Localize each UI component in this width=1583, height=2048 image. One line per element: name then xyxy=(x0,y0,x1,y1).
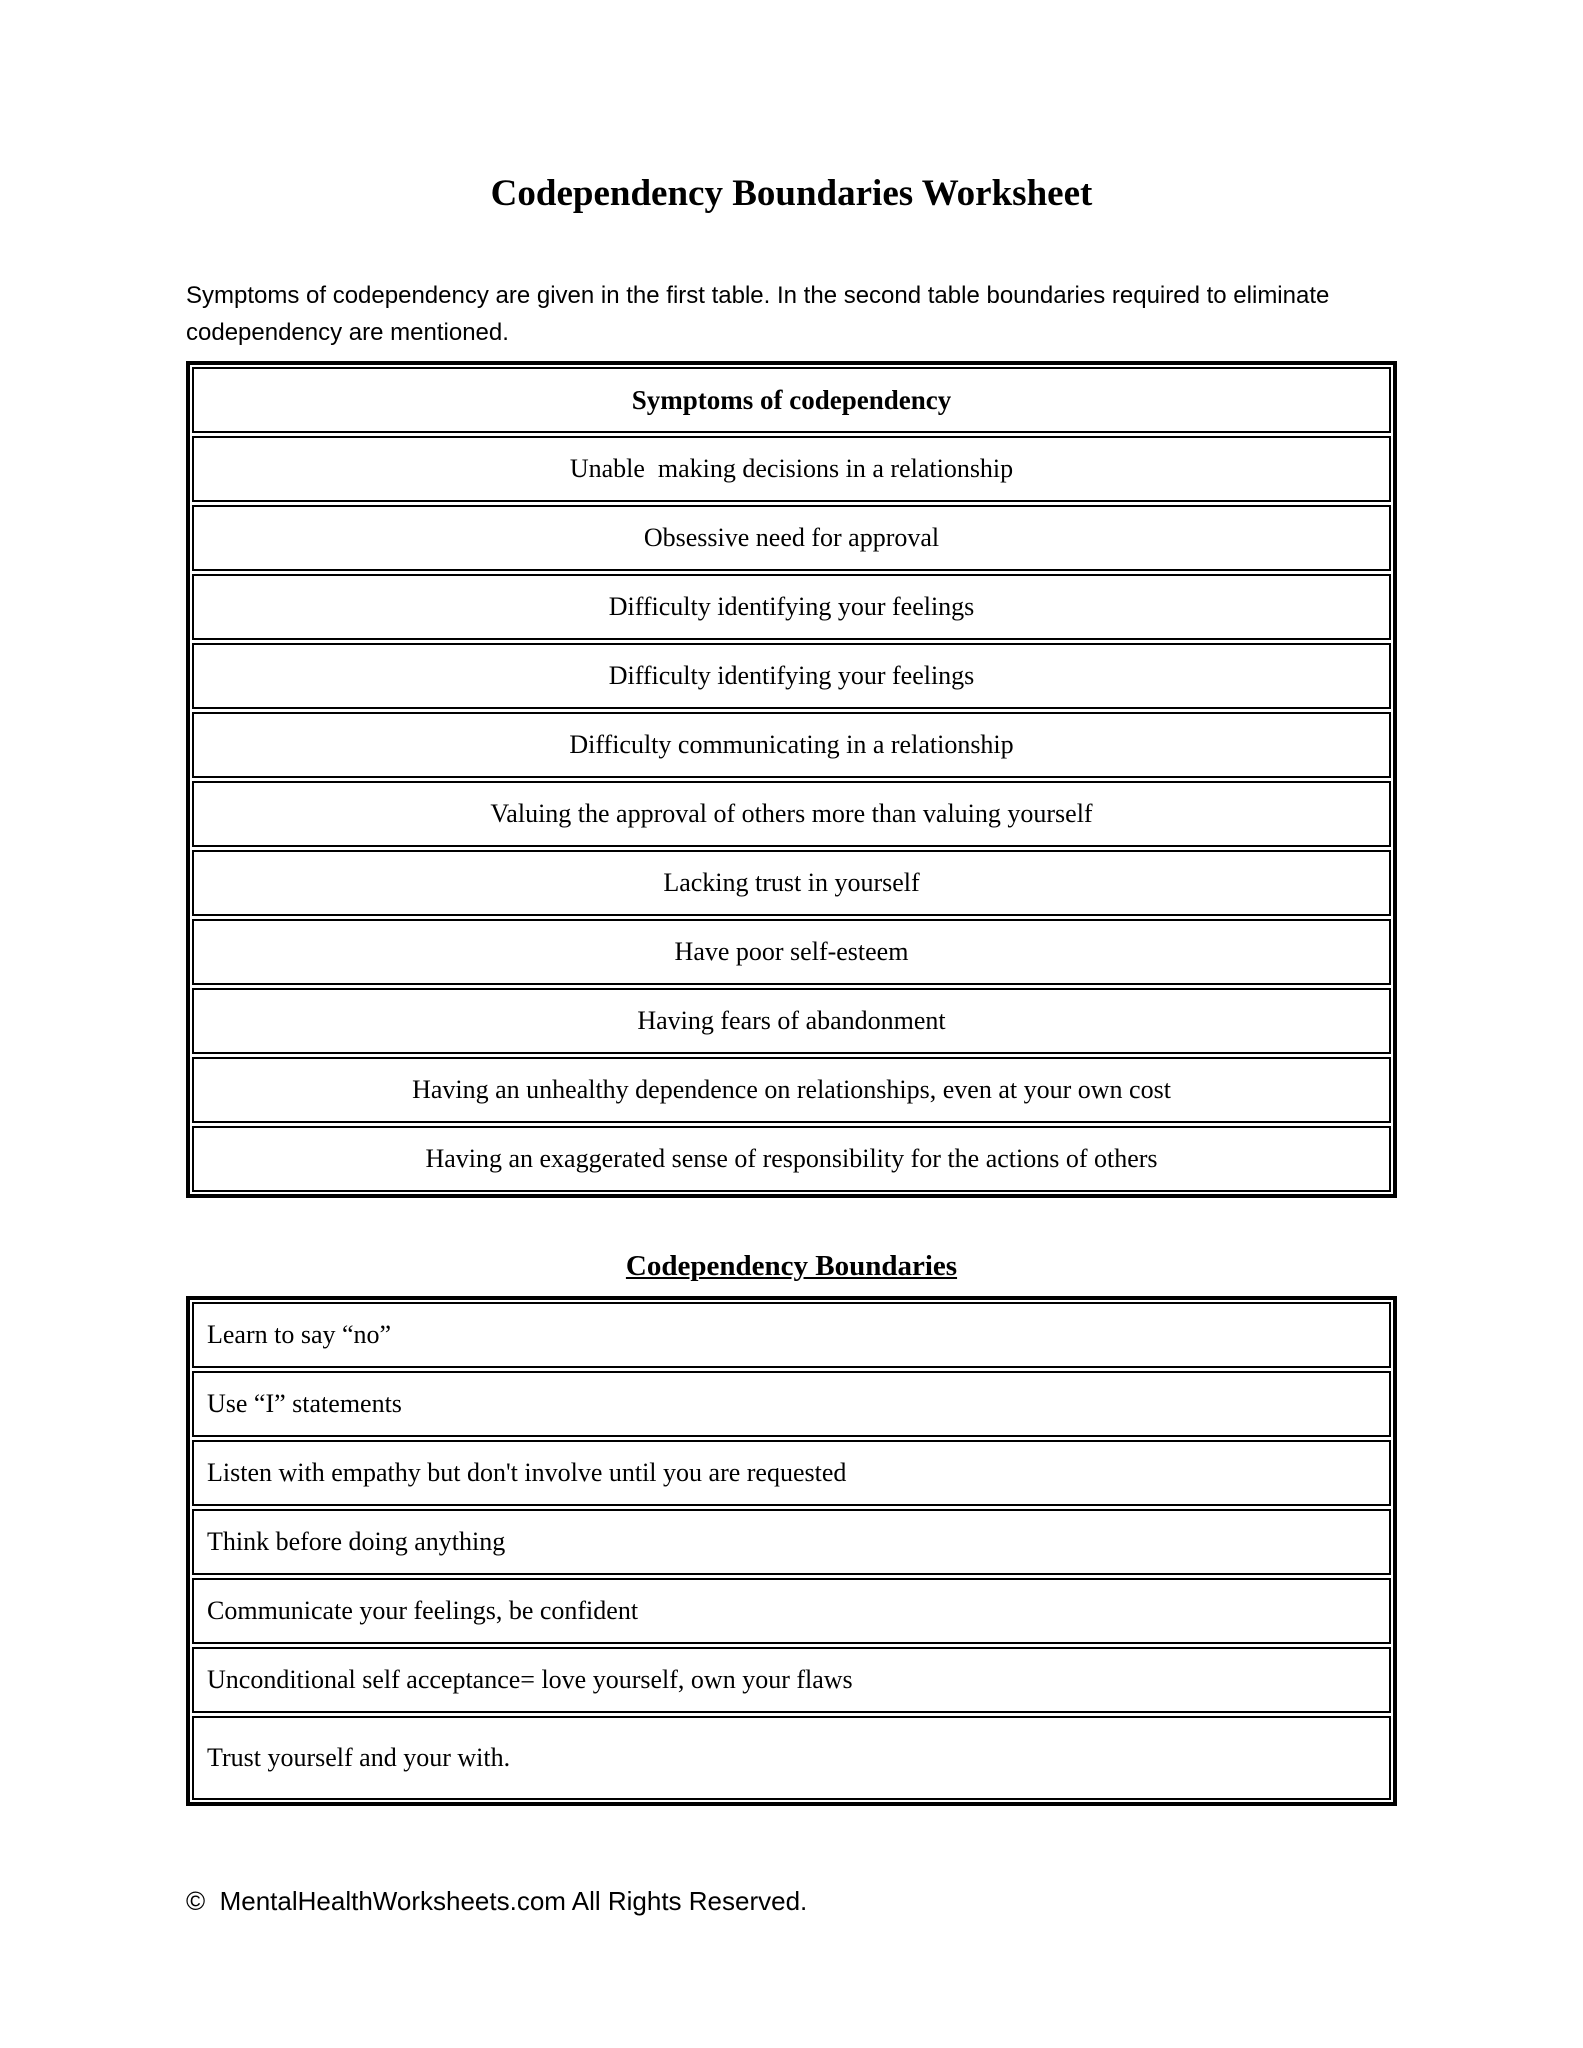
boundary-row: Listen with empathy but don't involve until you are requested xyxy=(192,1440,1391,1506)
symptom-row: Obsessive need for approval xyxy=(192,505,1391,571)
symptom-row: Difficulty identifying your feelings xyxy=(192,574,1391,640)
boundary-row: Use “I” statements xyxy=(192,1371,1391,1437)
symptom-row: Lacking trust in yourself xyxy=(192,850,1391,916)
boundary-row: Learn to say “no” xyxy=(192,1302,1391,1368)
symptom-row: Have poor self-esteem xyxy=(192,919,1391,985)
symptoms-table-header: Symptoms of codependency xyxy=(192,367,1391,433)
boundary-row: Communicate your feelings, be confident xyxy=(192,1578,1391,1644)
intro-paragraph: Symptoms of codependency are given in the first table. In the second table boundaries required to eliminate codependency are mentioned. xyxy=(186,282,1330,346)
symptom-row: Valuing the approval of others more than valuing yourself xyxy=(192,781,1391,847)
symptom-row: Unable making decisions in a relationship xyxy=(192,436,1391,502)
boundaries-heading: Codependency Boundaries xyxy=(625,1250,958,1282)
symptom-row: Having fears of abandonment xyxy=(192,988,1391,1054)
symptom-row: Difficulty communicating in a relationship xyxy=(192,712,1391,778)
page-title: Codependency Boundaries Worksheet xyxy=(490,173,1093,214)
symptoms-table xyxy=(186,361,1397,1198)
symptom-row: Having an exaggerated sense of responsibility for the actions of others xyxy=(192,1126,1391,1192)
boundary-row: Trust yourself and your with. xyxy=(192,1716,1391,1800)
boundary-row: Think before doing anything xyxy=(192,1509,1391,1575)
symptom-row: Having an unhealthy dependence on relationships, even at your own cost xyxy=(192,1057,1391,1123)
copyright-footer: © MentalHealthWorksheets.com All Rights Reserved. xyxy=(186,1886,808,1916)
boundaries-table xyxy=(186,1296,1397,1806)
symptom-row: Difficulty identifying your feelings xyxy=(192,643,1391,709)
boundary-row: Unconditional self acceptance= love yourself, own your flaws xyxy=(192,1647,1391,1713)
